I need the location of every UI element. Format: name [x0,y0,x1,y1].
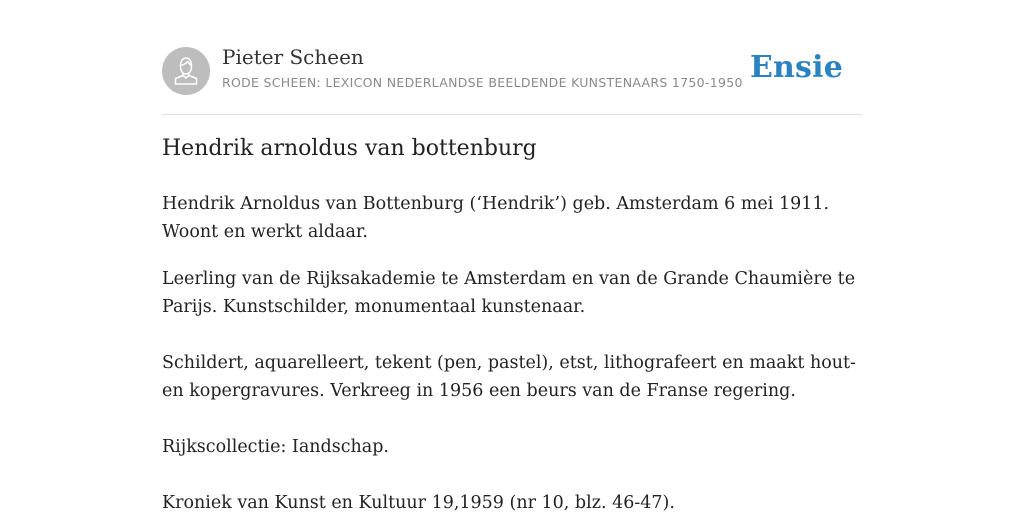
line-break [162,405,862,433]
author-avatar[interactable] [162,47,210,95]
paragraph-techniques: Schildert, aquarelleert, tekent (pen, pastel), etst, lithografeert en maakt hout- en kopergravures. Verkreeg in 1956 een beurs van de Franse regering. [162,353,856,401]
paragraph-birth: Hendrik Arnoldus van Bottenburg (‘Hendrik’) geb. Amsterdam 6 mei 1911. Woont en werkt aldaar. [162,194,830,242]
line-break [162,321,862,349]
paragraph-education: Leerling van de Rijksakademie te Amsterdam en van de Grande Chaumière te Parijs. Kunstschilder, monumentaal kunstenaar. [162,269,856,317]
user-silhouette-icon [162,47,210,95]
author-name[interactable]: Pieter Scheen [222,45,364,69]
paragraph-collection: Rijkscollectie: Iandschap. [162,437,389,457]
entry-header [162,44,862,115]
entry-body [162,190,862,512]
line-break [162,461,862,489]
source-title[interactable]: RODE SCHEEN: LEXICON NEDERLANDSE BEELDENDE KUNSTENAARS 1750-1950 [222,75,743,90]
ensie-logo[interactable]: Ensie [749,50,843,85]
paragraph-reference: Kroniek van Kunst en Kultuur 19,1959 (nr 10, blz. 46-47). [162,493,675,512]
entry-title: Hendrik arnoldus van bottenburg [162,136,537,161]
